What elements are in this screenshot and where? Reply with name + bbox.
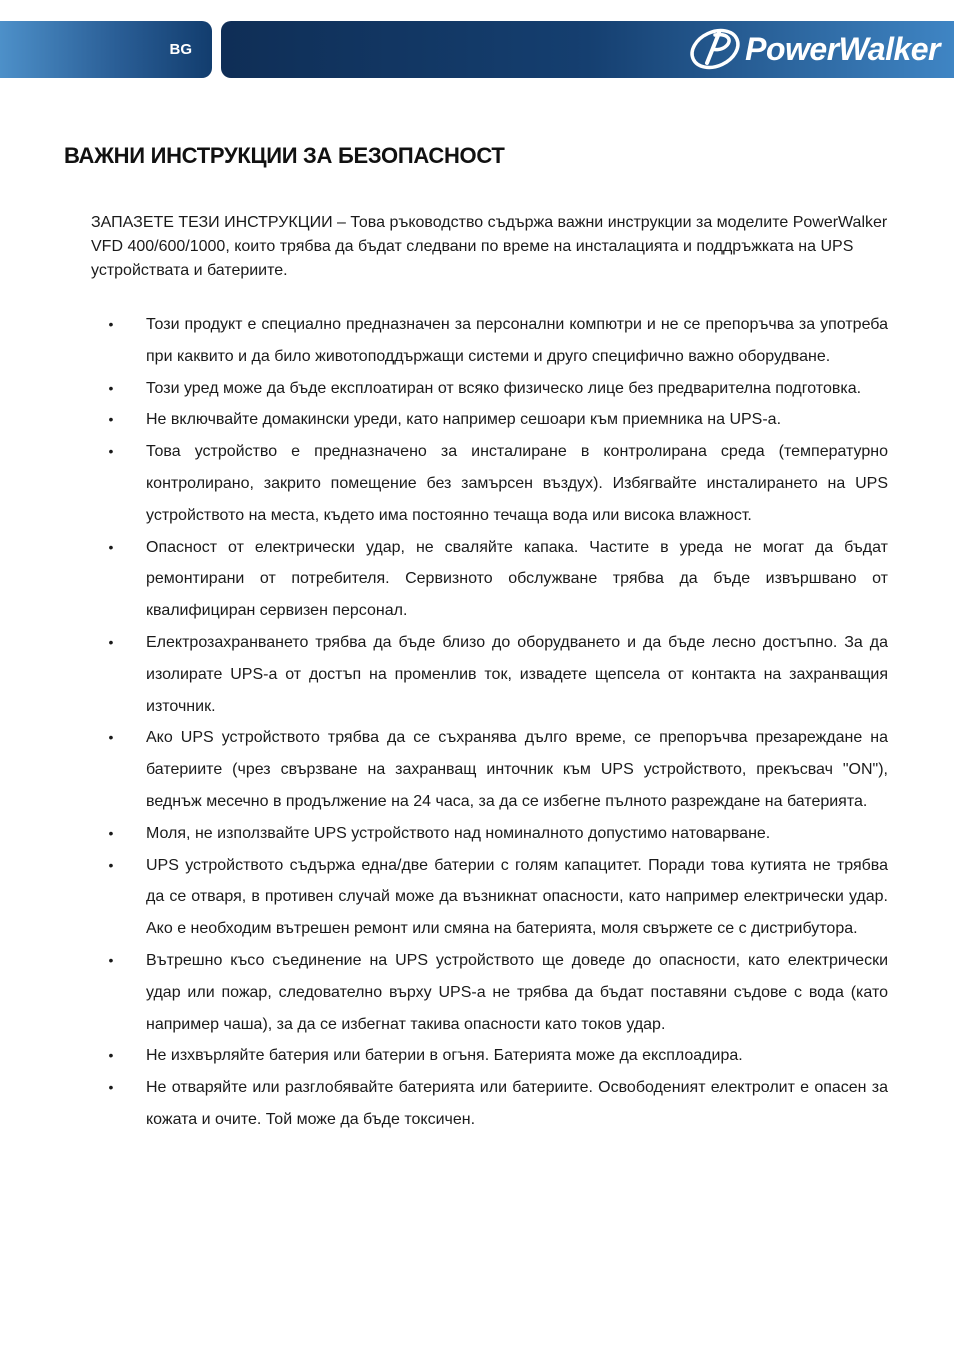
page-header [0, 21, 954, 78]
safety-instruction-text: Опасност от електрически удар, не сваляйте капака. Частите в уреда не могат да бъдат ремонтирани от потребителя. Сервизното обслужване трябва да бъде извършвано от квалифициран сервизен персонал. [146, 538, 888, 620]
safety-instruction-item [108, 627, 888, 722]
safety-instruction-text: Моля, не използвайте UPS устройството над номиналното допустимо натоварване. [146, 824, 771, 842]
language-tab [0, 21, 212, 78]
safety-instruction-item [108, 404, 888, 436]
safety-instructions-list [0, 309, 954, 1136]
safety-instruction-text: Това устройство е предназначено за инсталиране в контролирана среда (температурно контролирано, закрито помещение без замърсен въздух). Избягвайте инсталирането на UPS устройството на места, където има постоянно течаща вода или висока влажност. [146, 443, 888, 524]
safety-instruction-item [108, 532, 888, 627]
safety-instruction-text: Този продукт е специално предназначен за персонални компютри и не се препоръчва за употреба при каквито и да било животоподдържащи системи и друго специфично важно оборудване. [146, 316, 888, 365]
bullet-dot-icon: • [108, 1047, 114, 1064]
safety-instruction-item [108, 436, 888, 531]
safety-instruction-item [108, 818, 888, 850]
safety-instruction-item [108, 722, 888, 817]
powerwalker-swirl-logo-icon [685, 27, 749, 71]
safety-instruction-item [108, 850, 888, 945]
brand-bar [221, 21, 954, 78]
intro-paragraph: ЗАПАЗЕТЕ ТЕЗИ ИНСТРУКЦИИ – Това ръководство съдържа важни инструкции за моделите PowerWalker VFD 400/600/1000, които трябва да бъдат следвани по време на инсталацията и поддръжката на UPS устройствата и батериите. [91, 214, 888, 279]
safety-instruction-text: Не изхвърляйте батерия или батерии в огъня. Батерията може да експлоадира. [146, 1047, 743, 1065]
bullet-dot-icon: • [108, 538, 114, 555]
language-code: BG [169, 41, 192, 58]
safety-instruction-text: Не включвайте домакински уреди, като например сешоари към приемника на UPS-а. [146, 411, 782, 429]
safety-instruction-item [108, 309, 888, 373]
bullet-dot-icon: • [108, 411, 114, 428]
safety-instruction-text: Електрозахранването трябва да бъде близо до оборудването и да бъде лесно достъпно. За да изолирате UPS-а от достъп на променлив ток, извадете щепсела от контакта на захранващия източник. [146, 633, 888, 715]
page-title: ВАЖНИ ИНСТРУКЦИИ ЗА БЕЗОПАСНОСТ [64, 143, 505, 168]
safety-instruction-text: Този уред може да бъде експлоатиран от всяко физическо лице без предварителна подготовка. [146, 379, 862, 397]
safety-instruction-item [108, 373, 888, 405]
safety-instruction-text: UPS устройството съдържа една/две батерии с голям капацитет. Поради това кутията не трябва да се отваря, в противен случай може да възникнат опасности, като например електрически удар. Ако е необходим вътрешен ремонт или смяна на батерията, моля свържете се с дистрибутора. [146, 856, 888, 938]
safety-instruction-text: Не отваряйте или разглобявайте батерията или батериите. Освободеният електролит е опасен за кожата и очите. Той може да бъде токсичен. [146, 1079, 888, 1128]
safety-instruction-item [108, 945, 888, 1040]
bullet-dot-icon: • [108, 633, 114, 650]
bullet-dot-icon: • [108, 951, 114, 968]
bullet-dot-icon: • [108, 729, 114, 746]
safety-instruction-text: Ако UPS устройството трябва да се съхранява дълго време, се препоръчва презареждане на батериите (чрез свързване на захранващ инточник към UPS устройството, прекъсвач "ON"), веднъж месечно в продължение на 24 часа, за да се избегне пълното разреждане на батерията. [146, 729, 888, 810]
safety-instruction-text: Вътрешно късо съединение на UPS устройството ще доведе до опасности, като електрически удар или пожар, следователно върху UPS-а не трябва да бъдат поставяни съдове с вода (като например чаша), за да се избегнат такива опасности като токов удар. [146, 951, 888, 1033]
bullet-dot-icon: • [108, 1079, 114, 1096]
brand-name: PowerWalker [745, 30, 940, 67]
bullet-dot-icon: • [108, 856, 114, 873]
safety-instruction-item [108, 1072, 888, 1136]
bullet-dot-icon: • [108, 824, 114, 841]
bullet-dot-icon: • [108, 443, 114, 460]
brand-logo [685, 27, 940, 71]
bullet-dot-icon: • [108, 316, 114, 332]
bullet-dot-icon: • [108, 379, 114, 396]
safety-instruction-item [108, 1040, 888, 1072]
